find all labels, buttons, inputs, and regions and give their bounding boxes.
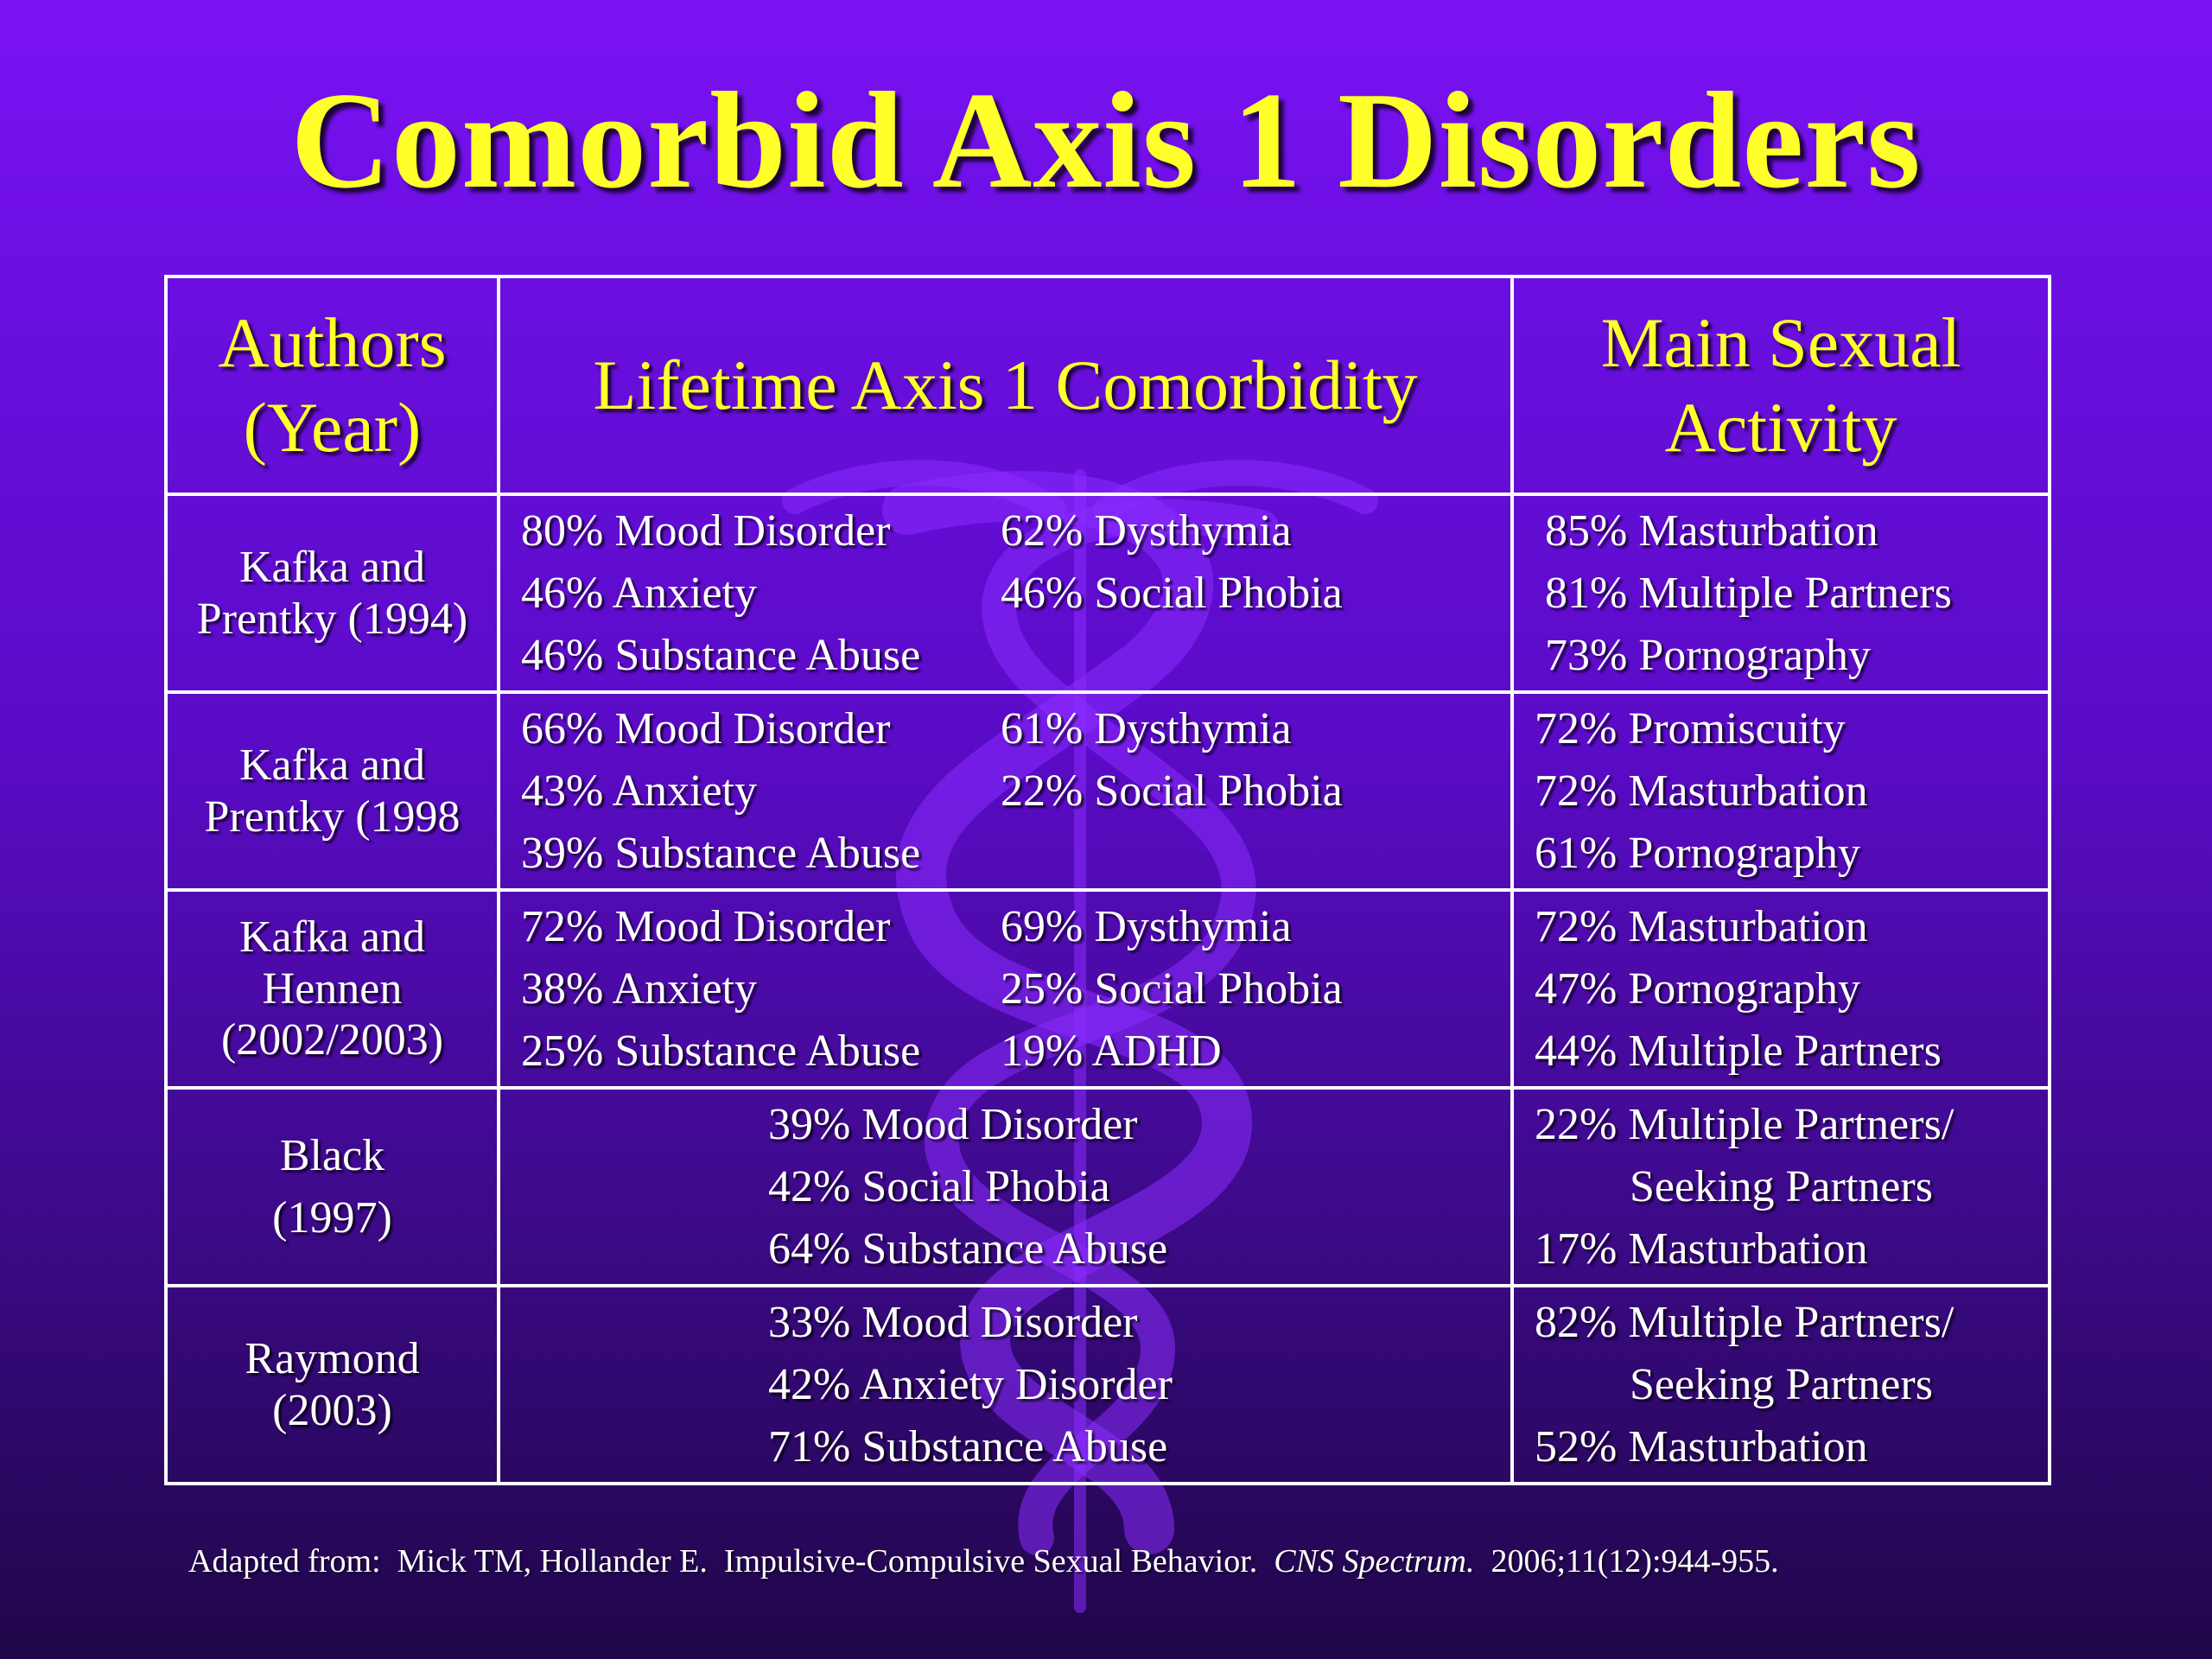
activity-item: 22% Multiple Partners/ (1535, 1099, 1955, 1149)
comorbidity-item: 19% ADHD (1001, 1026, 1222, 1076)
author-line: Kafka and (238, 542, 426, 592)
citation-prefix: Adapted from: Mick TM, Hollander E. Impulsive-Compulsive Sexual Behavior. (188, 1543, 1274, 1580)
comorbidity-item: 46% Substance Abuse (521, 630, 921, 680)
author-cell (166, 692, 499, 890)
author-line: Hennen (262, 963, 403, 1014)
header-activity (1512, 276, 2050, 494)
comorbidity-item: 62% Dysthymia (1001, 505, 1292, 556)
author-line: Kafka and (238, 740, 426, 790)
author-line: (1997) (272, 1192, 392, 1243)
activity-item: Seeking Partners (1630, 1359, 1933, 1409)
author-line: Kafka and (238, 912, 426, 962)
author-cell (166, 1088, 499, 1286)
comorbidity-cell (499, 692, 1512, 890)
activity-cell (1512, 1286, 2050, 1484)
author-line: Raymond (245, 1333, 420, 1383)
comorbidity-item: 39% Substance Abuse (521, 828, 921, 878)
comorbidity-item: 64% Substance Abuse (768, 1224, 1168, 1274)
comorbidity-cell (499, 1286, 1512, 1484)
citation-suffix: 2006;11(12):944-955. (1474, 1543, 1779, 1580)
activity-item: 44% Multiple Partners (1535, 1026, 1942, 1076)
header-comorbidity-text: Lifetime Axis 1 Comorbidity (593, 345, 1418, 424)
activity-cell (1512, 692, 2050, 890)
comorbidity-item: 61% Dysthymia (1001, 703, 1292, 753)
author-cell (166, 1286, 499, 1484)
header-comorbidity (499, 276, 1512, 494)
comorbidity-item (1001, 625, 1510, 687)
comorbidity-item: 43% Anxiety (521, 766, 757, 816)
comorbidity-item: 66% Mood Disorder (521, 703, 891, 753)
author-line: Prentky (1998 (204, 791, 461, 842)
table-row (166, 692, 2050, 890)
comorbidity-item: 46% Social Phobia (1001, 568, 1343, 618)
author-cell (166, 890, 499, 1088)
citation-journal: CNS Spectrum. (1274, 1543, 1475, 1580)
table-row (166, 1286, 2050, 1484)
activity-item: 72% Masturbation (1535, 766, 1868, 816)
author-line: Black (279, 1130, 385, 1180)
activity-item: 52% Masturbation (1535, 1421, 1868, 1471)
comorbidity-item: 25% Substance Abuse (521, 1026, 921, 1076)
comorbidity-item: 46% Anxiety (521, 568, 757, 618)
header-authors-line2: (Year) (243, 388, 422, 467)
slide-title: Comorbid Axis 1 Disorders (290, 63, 1922, 217)
comorbidity-item: 33% Mood Disorder (768, 1297, 1138, 1347)
table-header-row (166, 276, 2050, 494)
activity-item: Seeking Partners (1630, 1161, 1933, 1211)
table-row (166, 494, 2050, 692)
header-authors-line1: Authors (218, 302, 447, 382)
author-line: (2002/2003) (220, 1015, 444, 1065)
author-line: Prentky (1994) (196, 594, 468, 644)
comorbidity-item: 25% Social Phobia (1001, 963, 1343, 1014)
activity-item: 72% Masturbation (1535, 901, 1868, 951)
activity-cell (1512, 1088, 2050, 1286)
comorbidity-item: 69% Dysthymia (1001, 901, 1292, 951)
comorbidity-item: 39% Mood Disorder (768, 1099, 1138, 1149)
comorbidity-item: 80% Mood Disorder (521, 505, 891, 556)
comorbidity-item: 71% Substance Abuse (768, 1421, 1168, 1471)
table-row (166, 890, 2050, 1088)
comorbidity-cell (499, 494, 1512, 692)
header-activity-line1: Main Sexual (1600, 302, 1961, 382)
activity-cell (1512, 494, 2050, 692)
activity-item: 72% Promiscuity (1535, 703, 1846, 753)
header-authors (166, 276, 499, 494)
comorbidity-item: 38% Anxiety (521, 963, 757, 1014)
activity-item: 73% Pornography (1545, 630, 1871, 680)
comorbidity-cell (499, 890, 1512, 1088)
header-activity-line2: Activity (1664, 388, 1897, 467)
activity-item: 47% Pornography (1535, 963, 1860, 1014)
comorbidity-cell (499, 1088, 1512, 1286)
comorbidity-item: 22% Social Phobia (1001, 766, 1343, 816)
table-row (166, 1088, 2050, 1286)
comorbidity-item (1001, 823, 1510, 885)
comorbidity-item: 72% Mood Disorder (521, 901, 891, 951)
citation (188, 1542, 1779, 1580)
activity-item: 81% Multiple Partners (1545, 568, 1952, 618)
author-line: (2003) (272, 1385, 392, 1435)
comorbidity-item: 42% Anxiety Disorder (768, 1359, 1173, 1409)
activity-item: 17% Masturbation (1535, 1224, 1868, 1274)
comorbidity-table (164, 275, 2051, 1485)
activity-item: 61% Pornography (1535, 828, 1860, 878)
comorbidity-item: 42% Social Phobia (768, 1161, 1110, 1211)
activity-item: 82% Multiple Partners/ (1535, 1297, 1955, 1347)
activity-cell (1512, 890, 2050, 1088)
activity-item: 85% Masturbation (1545, 505, 1878, 556)
author-cell (166, 494, 499, 692)
